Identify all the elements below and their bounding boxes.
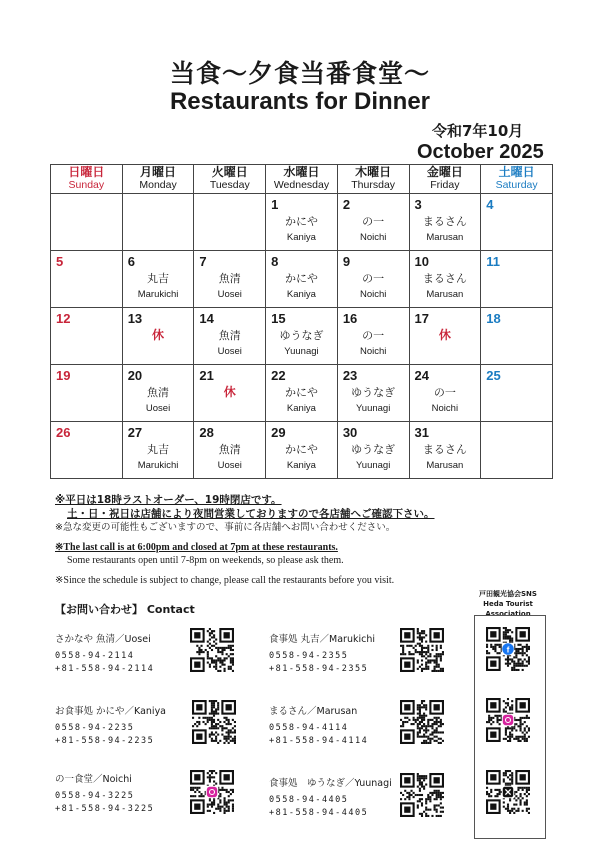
- calendar-day-cell: [122, 194, 194, 251]
- restaurant-name-jp: かにや: [284, 215, 318, 228]
- restaurant-name-jp: 丸吉: [147, 443, 170, 456]
- calendar-day-cell: [481, 194, 553, 251]
- restaurant-name-jp: の一: [362, 329, 385, 342]
- tel-intl[interactable]: +81-558-94-4114: [269, 736, 369, 746]
- page-subtitle: Restaurants for Dinner: [169, 88, 431, 115]
- restaurant-name-en: Noichi: [359, 232, 387, 243]
- day-number: 26: [56, 425, 71, 440]
- tel-domestic[interactable]: 0558-94-3225: [55, 791, 135, 801]
- qr-pattern: [400, 773, 444, 817]
- day-number: 3: [414, 197, 422, 212]
- restaurant-name-en: Yuunagi: [355, 460, 391, 471]
- calendar-day-cell: [194, 251, 266, 308]
- day-number: 30: [342, 425, 358, 440]
- restaurant-name-en: Marukichi: [137, 289, 179, 300]
- restaurant-name-jp: まるさん: [422, 443, 467, 456]
- tel-domestic[interactable]: 0558-94-4405: [269, 795, 349, 805]
- note-en-last-call: ※The last call is at 6:00pm and closed at 7pm at these restaurants.: [55, 541, 338, 553]
- restaurant-name-jp: まるさん: [422, 215, 467, 228]
- qr-code-uosei[interactable]: [190, 628, 234, 672]
- calendar-day-cell: [194, 365, 266, 422]
- calendar-day-cell: [266, 365, 338, 422]
- shop-yuunagi: 食事処 ゆうなぎ／Yuunagi 0558-94-4405 +81-558-94-4405: [269, 778, 392, 818]
- restaurant-name-jp: ゆうなぎ: [351, 443, 396, 456]
- day-number: 18: [486, 311, 501, 326]
- day-number: 13: [127, 311, 143, 326]
- calendar-day-cell: [409, 251, 481, 308]
- restaurant-name-jp: ゆうなぎ: [351, 386, 396, 399]
- calendar-day-cell: [266, 422, 338, 479]
- weekday-wednesday: 水曜日 Wednesday: [266, 165, 338, 194]
- closed-mark: 休: [223, 385, 236, 399]
- weekday-saturday: 土曜日 Saturday: [481, 165, 553, 194]
- calendar-day-cell: [337, 365, 409, 422]
- notes-section: [55, 494, 575, 587]
- calendar-day-cell: [122, 365, 194, 422]
- calendar-day-cell: [122, 422, 194, 479]
- calendar-body: [51, 194, 553, 479]
- qr-pattern: [190, 770, 234, 814]
- qr-code-marusan[interactable]: [400, 700, 444, 744]
- shop-marukichi: 食事処 丸吉／Marukichi 0558-94-2355 +81-558-94-2355: [269, 634, 375, 674]
- day-number: 9: [342, 254, 351, 269]
- restaurant-name-jp: 魚清: [218, 443, 241, 456]
- tel-domestic[interactable]: 0558-94-4114: [269, 723, 349, 733]
- tel-intl[interactable]: +81-558-94-4405: [269, 808, 369, 818]
- restaurant-name-jp: 魚清: [218, 272, 241, 285]
- calendar-day-cell: [409, 308, 481, 365]
- calendar-week-row: [51, 422, 553, 479]
- calendar-day-cell: [194, 422, 266, 479]
- restaurant-name-en: Uosei: [217, 346, 242, 357]
- qr-code-instagram[interactable]: [486, 698, 530, 742]
- qr-code-marukichi[interactable]: [400, 628, 444, 672]
- calendar-day-cell: [409, 194, 481, 251]
- restaurant-name-en: Uosei: [217, 460, 242, 471]
- day-number: 15: [271, 311, 286, 326]
- restaurant-name-en: Yuunagi: [284, 346, 319, 357]
- restaurant-name-en: Kaniya: [286, 232, 316, 243]
- page-title: 当食〜夕食当番食堂〜: [169, 59, 430, 88]
- day-number: 19: [56, 368, 71, 383]
- shop-noichi: の一食堂／Noichi 0558-94-3225 +81-558-94-3225: [55, 774, 155, 814]
- day-number: 16: [342, 311, 358, 326]
- qr-pattern: [486, 770, 530, 814]
- day-number: 27: [127, 425, 143, 440]
- day-number: 25: [486, 368, 501, 383]
- note-en-change: ※Since the schedule is subject to change, please call the restaurants before you visit.: [55, 574, 395, 586]
- month-label: October 2025: [417, 141, 544, 163]
- restaurant-name-en: Marusan: [426, 460, 464, 471]
- weekday-header-row: [51, 165, 553, 194]
- restaurant-name-en: Yuunagi: [355, 403, 391, 414]
- restaurant-name-jp: の一: [362, 215, 385, 228]
- day-number: 20: [127, 368, 143, 383]
- calendar-day-cell: [337, 194, 409, 251]
- restaurant-name-jp: まるさん: [422, 272, 467, 285]
- restaurant-name-jp: かにや: [284, 272, 318, 285]
- calendar-day-cell: [122, 251, 194, 308]
- day-number: 6: [127, 254, 135, 269]
- restaurant-name-en: Noichi: [431, 403, 459, 414]
- note-weekend-hours: 土・日・祝日は店舗により夜間営業しておりますので各店舗へご確認下さい。: [67, 507, 435, 520]
- day-number: 31: [414, 425, 429, 440]
- calendar-day-cell: [481, 308, 553, 365]
- day-number: 21: [199, 368, 214, 383]
- calendar-day-cell: [51, 365, 123, 422]
- qr-code-yuunagi[interactable]: [400, 773, 444, 817]
- day-number: 2: [342, 197, 351, 212]
- restaurant-name-en: Kaniya: [286, 460, 316, 471]
- day-number: 14: [199, 311, 214, 326]
- calendar-day-cell: [481, 251, 553, 308]
- restaurant-name-en: Uosei: [145, 403, 171, 414]
- shop-kaniya: お食事処 かにや／Kaniya 0558-94-2235 +81-558-94-2235: [55, 706, 167, 746]
- weekday-sunday: 日曜日 Sunday: [51, 165, 123, 194]
- calendar-day-cell: [194, 308, 266, 365]
- weekday-friday: 金曜日 Friday: [409, 165, 481, 194]
- restaurant-name-en: Kaniya: [286, 289, 316, 300]
- restaurant-name-jp: ゆうなぎ: [279, 329, 324, 342]
- day-number: 22: [271, 368, 286, 383]
- calendar-day-cell: [266, 308, 338, 365]
- restaurant-name-jp: 魚清: [218, 329, 241, 342]
- tel-domestic[interactable]: 0558-94-2235: [55, 723, 135, 733]
- restaurant-name-jp: の一: [362, 272, 385, 285]
- restaurant-name-jp: の一: [433, 386, 456, 399]
- day-number: 7: [199, 254, 207, 269]
- shop-uosei: さかなや 魚清／Uosei 0558-94-2114 +81-558-94-2114: [55, 634, 155, 674]
- day-number: 29: [271, 425, 286, 440]
- calendar-week-row: [51, 251, 553, 308]
- day-number: 24: [414, 368, 429, 383]
- qr-pattern: [190, 628, 234, 672]
- note-en-weekends: Some restaurants open until 7-8pm on weekends, so please ask them.: [67, 555, 344, 566]
- qr-pattern: [400, 700, 444, 744]
- sns-label: 戸田観光協会SNS Heda Tourist Association: [479, 590, 537, 618]
- qr-pattern: [400, 628, 444, 672]
- calendar-day-cell: [266, 251, 338, 308]
- day-number: 4: [486, 197, 494, 212]
- restaurant-name-jp: かにや: [284, 443, 318, 456]
- closed-mark: 休: [438, 328, 451, 342]
- day-number: 11: [486, 254, 500, 269]
- calendar-table: [50, 164, 553, 479]
- qr-code-kaniya[interactable]: [192, 700, 236, 744]
- calendar-day-cell: [481, 365, 553, 422]
- day-number: 10: [414, 254, 429, 269]
- era-date: 令和7年10月: [432, 122, 524, 140]
- restaurant-name-en: Marusan: [426, 232, 464, 243]
- note-weekday-hours: ※平日は18時ラストオーダー、19時閉店です。: [55, 494, 282, 506]
- calendar-day-cell: [266, 194, 338, 251]
- restaurant-name-en: Marusan: [426, 289, 464, 300]
- calendar-day-cell: [51, 308, 123, 365]
- qr-code-x[interactable]: [486, 770, 530, 814]
- closed-mark: 休: [152, 328, 165, 342]
- restaurant-name-en: Kaniya: [286, 403, 316, 414]
- calendar-day-cell: [409, 365, 481, 422]
- day-number: 28: [199, 425, 214, 440]
- calendar-week-row: [51, 308, 553, 365]
- weekday-thursday: 木曜日 Thursday: [337, 165, 409, 194]
- day-number: 5: [56, 254, 64, 269]
- calendar-day-cell: [51, 251, 123, 308]
- tel-intl[interactable]: +81-558-94-3225: [55, 804, 155, 814]
- tel-domestic[interactable]: 0558-94-2114: [55, 651, 135, 661]
- qr-pattern: [486, 627, 530, 671]
- tel-intl[interactable]: +81-558-94-2114: [55, 664, 155, 674]
- restaurant-name-jp: 魚清: [147, 386, 170, 399]
- contact-heading: 【お問い合わせ】 Contact: [55, 603, 195, 616]
- calendar-day-cell: [409, 422, 481, 479]
- calendar-week-row: [51, 194, 553, 251]
- calendar-day-cell: [122, 308, 194, 365]
- qr-pattern: [486, 698, 530, 742]
- calendar-day-cell: [194, 194, 266, 251]
- note-change-warning: ※急な変更の可能性もございますので、事前に各店舗へお問い合わせください。: [55, 522, 396, 533]
- qr-code-instagram-noichi[interactable]: [190, 770, 234, 814]
- day-number: 17: [414, 311, 429, 326]
- calendar-day-cell: [481, 422, 553, 479]
- restaurant-name-en: Uosei: [217, 289, 242, 300]
- weekday-tuesday: 火曜日 Tuesday: [194, 165, 266, 194]
- restaurant-name-jp: かにや: [284, 386, 318, 399]
- day-number: 12: [56, 311, 71, 326]
- restaurant-name-en: Marukichi: [137, 460, 179, 471]
- calendar-day-cell: [51, 194, 123, 251]
- day-number: 23: [342, 368, 358, 383]
- restaurant-name-jp: 丸吉: [147, 272, 170, 285]
- tel-domestic[interactable]: 0558-94-2355: [269, 651, 349, 661]
- calendar-day-cell: [51, 422, 123, 479]
- day-number: 1: [271, 197, 279, 212]
- qr-code-facebook[interactable]: [486, 627, 530, 671]
- calendar-week-row: [51, 365, 553, 422]
- tel-intl[interactable]: +81-558-94-2235: [55, 736, 155, 746]
- shop-marusan: まるさん／Marusan 0558-94-4114 +81-558-94-4114: [269, 706, 369, 746]
- qr-pattern: [192, 700, 236, 744]
- restaurant-name-en: Noichi: [359, 346, 387, 357]
- calendar-day-cell: [337, 251, 409, 308]
- svg-text:f: f: [506, 644, 510, 655]
- day-number: 8: [271, 254, 279, 269]
- calendar-day-cell: [337, 308, 409, 365]
- tel-intl[interactable]: +81-558-94-2355: [269, 664, 369, 674]
- weekday-monday: 月曜日 Monday: [122, 165, 194, 194]
- calendar-day-cell: [337, 422, 409, 479]
- restaurant-name-en: Noichi: [359, 289, 387, 300]
